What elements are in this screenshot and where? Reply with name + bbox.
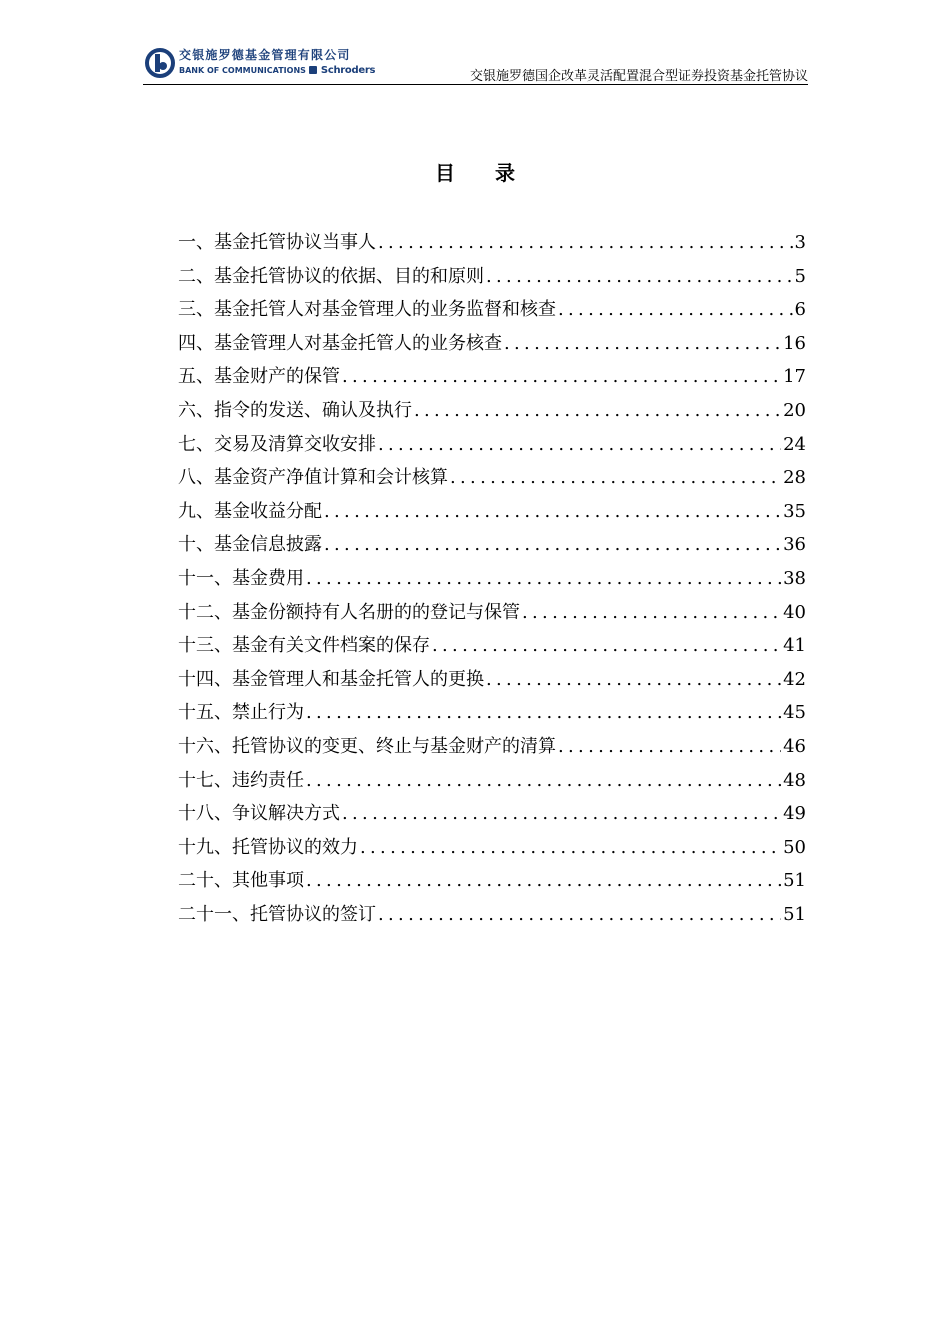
toc-entry[interactable]: [178, 730, 806, 764]
toc-entry[interactable]: [178, 764, 806, 798]
toc-leader-dots: [558, 730, 781, 764]
toc-entry-page: 28: [783, 467, 806, 489]
toc-entry-title: 二十、其他事项: [178, 870, 304, 892]
toc-leader-dots: [342, 797, 781, 831]
toc-leader-dots: [342, 360, 781, 394]
toc-entry-title: 十四、基金管理人和基金托管人的更换: [178, 668, 484, 690]
toc-leader-dots: [432, 629, 781, 663]
toc-entry[interactable]: [178, 797, 806, 831]
toc-entry-title: 七、交易及清算交收安排: [178, 433, 376, 455]
toc-entry[interactable]: [178, 898, 806, 932]
toc-entry-page: 17: [783, 366, 806, 388]
toc-entry-page: 40: [783, 601, 806, 623]
toc-entry-page: 38: [783, 567, 806, 589]
toc-entry-title: 二十一、托管协议的签订: [178, 903, 376, 925]
toc-entry-title: 八、基金资产净值计算和会计核算: [178, 467, 448, 489]
toc-entry[interactable]: [178, 360, 806, 394]
toc-entry[interactable]: [178, 293, 806, 327]
toc-entry-page: 16: [783, 332, 806, 354]
toc-entry-title: 十、基金信息披露: [178, 534, 322, 556]
toc-entry-title: 五、基金财产的保管: [178, 366, 340, 388]
toc-entry-page: 51: [783, 903, 806, 925]
toc-leader-dots: [306, 562, 781, 596]
schroders-logo-icon: [309, 66, 317, 74]
toc-leader-dots: [306, 764, 781, 798]
bocom-logo-icon: [145, 48, 175, 78]
toc-heading: 目录: [435, 161, 555, 185]
toc-entry[interactable]: [178, 528, 806, 562]
toc-entry[interactable]: [178, 461, 806, 495]
toc-entry-title: 十七、违约责任: [178, 769, 304, 791]
toc-entry-title: 九、基金收益分配: [178, 500, 322, 522]
toc-entry[interactable]: [178, 663, 806, 697]
toc-entry-page: 51: [783, 870, 806, 892]
toc-entry[interactable]: [178, 327, 806, 361]
toc-leader-dots: [522, 596, 781, 630]
toc-leader-dots: [378, 898, 781, 932]
toc-entry-title: 四、基金管理人对基金托管人的业务核查: [178, 332, 502, 354]
toc-leader-dots: [360, 831, 781, 865]
toc-entry[interactable]: [178, 629, 806, 663]
toc-entry-page: 48: [783, 769, 806, 791]
toc-entry-title: 十六、托管协议的变更、终止与基金财产的清算: [178, 735, 556, 757]
toc-entry-page: 45: [783, 702, 806, 724]
toc-entry[interactable]: [178, 596, 806, 630]
company-logo: [145, 46, 395, 80]
toc-entry[interactable]: [178, 260, 806, 294]
toc-entry-title: 一、基金托管协议当事人: [178, 232, 376, 253]
toc-entry-title: 三、基金托管人对基金管理人的业务监督和核查: [178, 299, 556, 321]
table-of-contents: [178, 226, 806, 931]
toc-entry[interactable]: [178, 226, 806, 260]
toc-entry-page: 50: [783, 836, 806, 858]
toc-entry-page: 20: [783, 399, 806, 421]
toc-entry[interactable]: [178, 864, 806, 898]
toc-entry-page: 46: [783, 735, 806, 757]
bank-name: BANK OF COMMUNICATIONS: [179, 66, 306, 75]
toc-entry-title: 十二、基金份额持有人名册的的登记与保管: [178, 601, 520, 623]
toc-leader-dots: [486, 663, 781, 697]
toc-leader-dots: [324, 495, 781, 529]
toc-leader-dots: [450, 461, 781, 495]
toc-leader-dots: [486, 260, 793, 294]
toc-leader-dots: [414, 394, 781, 428]
page-header: [143, 40, 808, 85]
toc-entry[interactable]: [178, 495, 806, 529]
toc-entry-title: 十八、争议解决方式: [178, 803, 340, 825]
toc-leader-dots: [378, 226, 793, 260]
toc-entry-page: 24: [783, 433, 806, 455]
toc-entry-page: 36: [783, 534, 806, 556]
toc-entry-page: 6: [794, 299, 806, 321]
toc-entry-page: 49: [783, 803, 806, 825]
toc-entry[interactable]: [178, 394, 806, 428]
toc-entry[interactable]: [178, 831, 806, 865]
toc-entry-page: 41: [783, 635, 806, 657]
toc-entry-title: 十三、基金有关文件档案的保存: [178, 635, 430, 657]
toc-entry-page: 3: [794, 232, 806, 253]
toc-entry-title: 六、指令的发送、确认及执行: [178, 399, 412, 421]
toc-leader-dots: [306, 696, 781, 730]
toc-leader-dots: [324, 528, 781, 562]
toc-entry[interactable]: [178, 696, 806, 730]
toc-entry[interactable]: [178, 562, 806, 596]
toc-entry[interactable]: [178, 428, 806, 462]
company-name-cn: 交银施罗德基金管理有限公司: [179, 48, 351, 62]
toc-leader-dots: [504, 327, 781, 361]
company-name-en: [179, 65, 375, 76]
toc-entry-page: 35: [783, 500, 806, 522]
toc-entry-title: 十五、禁止行为: [178, 702, 304, 724]
toc-entry-title: 十一、基金费用: [178, 567, 304, 589]
toc-leader-dots: [378, 428, 781, 462]
toc-entry-page: 5: [794, 265, 806, 287]
toc-leader-dots: [558, 293, 793, 327]
toc-entry-title: 十九、托管协议的效力: [178, 836, 358, 858]
partner-name: Schroders: [320, 65, 376, 76]
toc-leader-dots: [306, 864, 781, 898]
toc-entry-page: 42: [783, 668, 806, 690]
document-title: 交银施罗德国企改革灵活配置混合型证券投资基金托管协议: [469, 69, 808, 84]
toc-entry-title: 二、基金托管协议的依据、目的和原则: [178, 265, 484, 287]
